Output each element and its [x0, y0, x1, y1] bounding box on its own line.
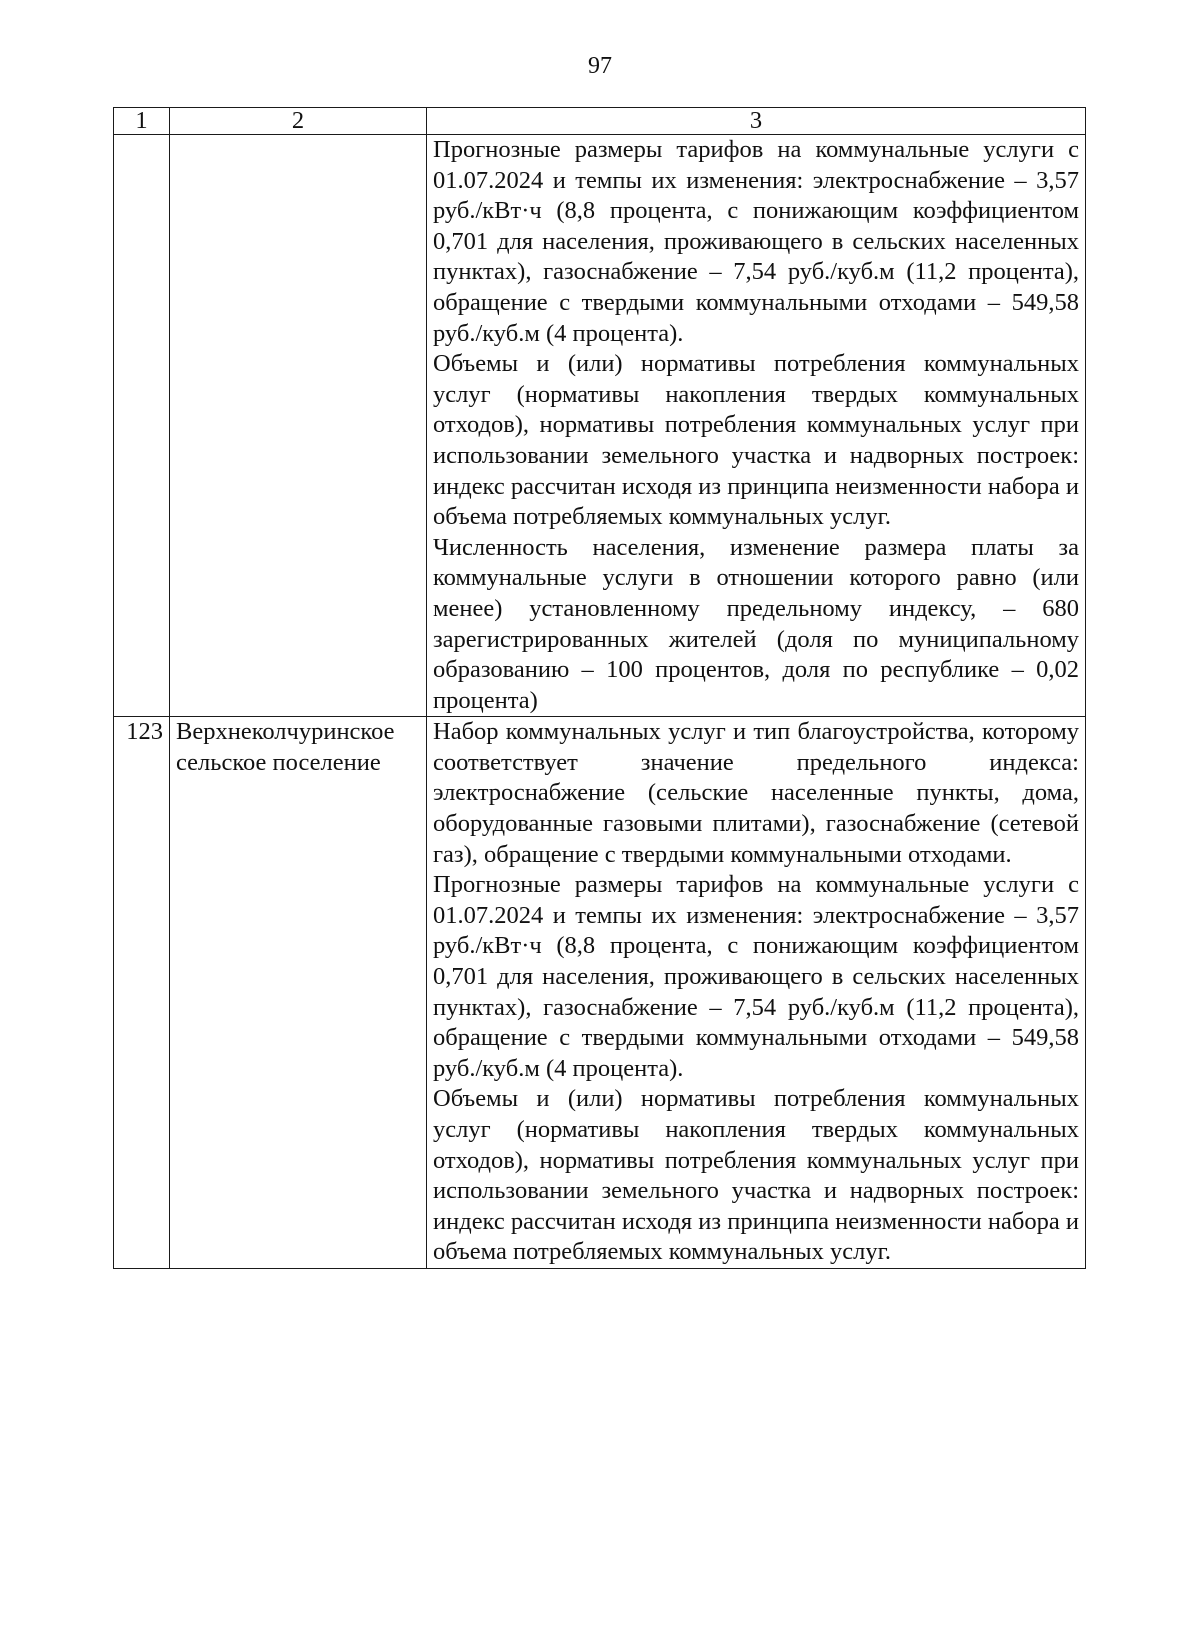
column-header-3: 3: [427, 108, 1086, 135]
row-number-cell: [114, 135, 170, 717]
description-cell: [427, 717, 1086, 1269]
services-set-paragraph: Набор коммунальных услуг и тип благоустройства, которому соответствует значение предельного индекса: электроснабжение (сельские населенные пункты, дома, оборудованные газовыми плитами), газоснабжение (сетевой газ), обращение с твердыми коммунальными отходами.: [433, 718, 1079, 868]
column-header-2: 2: [170, 108, 427, 135]
tariff-table: [113, 107, 1086, 1269]
column-header-1: 1: [114, 108, 170, 135]
tariff-forecast-paragraph: Прогнозные размеры тарифов на коммунальные услуги с 01.07.2024 и темпы их изменения: электроснабжение – 3,57 руб./кВт·ч (8,8 процента, с понижающим коэффициентом 0,701 для населения, проживающего в сельских населенных пунктах), газоснабжение – 7,54 руб./куб.м (11,2 процента), обращение с твердыми коммунальными отходами – 549,58 руб./куб.м (4 процента).: [433, 871, 1079, 1082]
consumption-volume-paragraph: Объемы и (или) нормативы потребления коммунальных услуг (нормативы накопления твердых коммунальных отходов), нормативы потребления коммунальных услуг при использовании земельного участка и надворных построек: индекс рассчитан исходя из принципа неизменности набора и объема потребляемых коммунальных услуг.: [433, 350, 1079, 531]
population-paragraph: Численность населения, изменение размера платы за коммунальные услуги в отношении которого равно (или менее) установленному предельному индексу, – 680 зарегистрированных жителей (доля по муниципальному образованию – 100 процентов, доля по республике – 0,02 процента): [433, 533, 1079, 714]
row-number-cell: 123: [114, 717, 170, 1269]
settlement-name-cell: Верхнеколчуринское сельское поселение: [170, 717, 427, 1269]
tariff-forecast-paragraph: Прогнозные размеры тарифов на коммунальные услуги с 01.07.2024 и темпы их изменения: электроснабжение – 3,57 руб./кВт·ч (8,8 процента, с понижающим коэффициентом 0,701 для населения, проживающего в сельских населенных пунктах), газоснабжение – 7,54 руб./куб.м (11,2 процента), обращение с твердыми коммунальными отходами – 549,58 руб./куб.м (4 процента).: [433, 136, 1079, 347]
description-cell: [427, 135, 1086, 717]
page-number: 97: [588, 53, 612, 79]
table-row: [114, 135, 1086, 717]
table-header-row: [114, 108, 1086, 135]
table-row: [114, 717, 1086, 1269]
consumption-volume-paragraph: Объемы и (или) нормативы потребления коммунальных услуг (нормативы накопления твердых коммунальных отходов), нормативы потребления коммунальных услуг при использовании земельного участка и надворных построек: индекс рассчитан исходя из принципа неизменности набора и объема потребляемых коммунальных услуг.: [433, 1085, 1079, 1266]
settlement-name-cell: [170, 135, 427, 717]
